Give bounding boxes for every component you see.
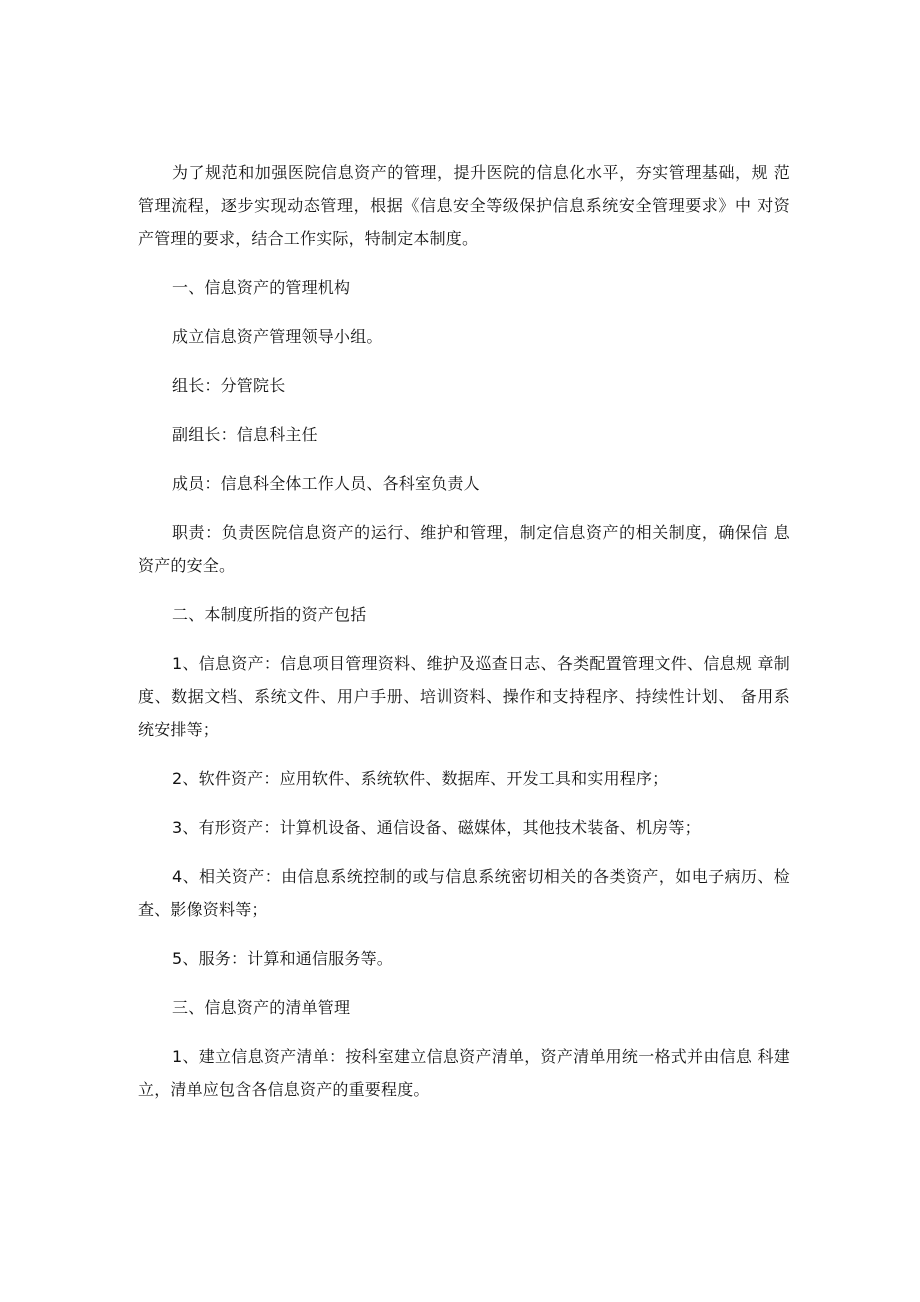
section-2-heading: 二、本制度所指的资产包括	[172, 605, 367, 624]
document-page	[138, 156, 790, 1106]
asset-item-4: 4、相关资产：由信息系统控制的或与信息系统密切相关的各类资产，如电子病历、检查、影像资料等；	[138, 867, 790, 919]
inventory-paragraph: 1、建立信息资产清单：按科室建立信息资产清单，资产清单用统一格式并由信息 科建立，清单应包含各信息资产的重要程度。	[138, 1047, 790, 1099]
asset-item-3: 3、有形资产：计算机设备、通信设备、磁媒体，其他技术装备、机房等；	[172, 818, 701, 837]
leadership-group-text: 成立信息资产管理领导小组。	[172, 327, 383, 346]
members-text: 成员：信息科全体工作人员、各科室负责人	[172, 474, 480, 493]
section-1-heading: 一、信息资产的管理机构	[172, 278, 351, 297]
asset-item-5: 5、服务：计算和通信服务等。	[172, 949, 393, 968]
group-leader-text: 组长：分管院长	[172, 376, 286, 395]
asset-item-1: 1、信息资产：信息项目管理资料、维护及巡查日志、各类配置管理文件、信息规 章制度、数据文档、系统文件、用户手册、培训资料、操作和支持程序、持续性计划、 备用系统安排等；	[138, 654, 790, 739]
asset-item-2: 2、软件资产：应用软件、系统软件、数据库、开发工具和实用程序；	[172, 769, 669, 788]
section-3-heading: 三、信息资产的清单管理	[172, 998, 351, 1017]
deputy-leader-text: 副组长：信息科主任	[172, 425, 318, 444]
intro-paragraph: 为了规范和加强医院信息资产的管理，提升医院的信息化水平，夯实管理基础，规 范管理流程，逐步实现动态管理，根据《信息安全等级保护信息系统安全管理要求》中 对资产管理的要求，结合工作实际，特制定本制度。	[138, 163, 790, 248]
duties-paragraph: 职责：负责医院信息资产的运行、维护和管理，制定信息资产的相关制度，确保信 息资产的安全。	[138, 523, 790, 575]
